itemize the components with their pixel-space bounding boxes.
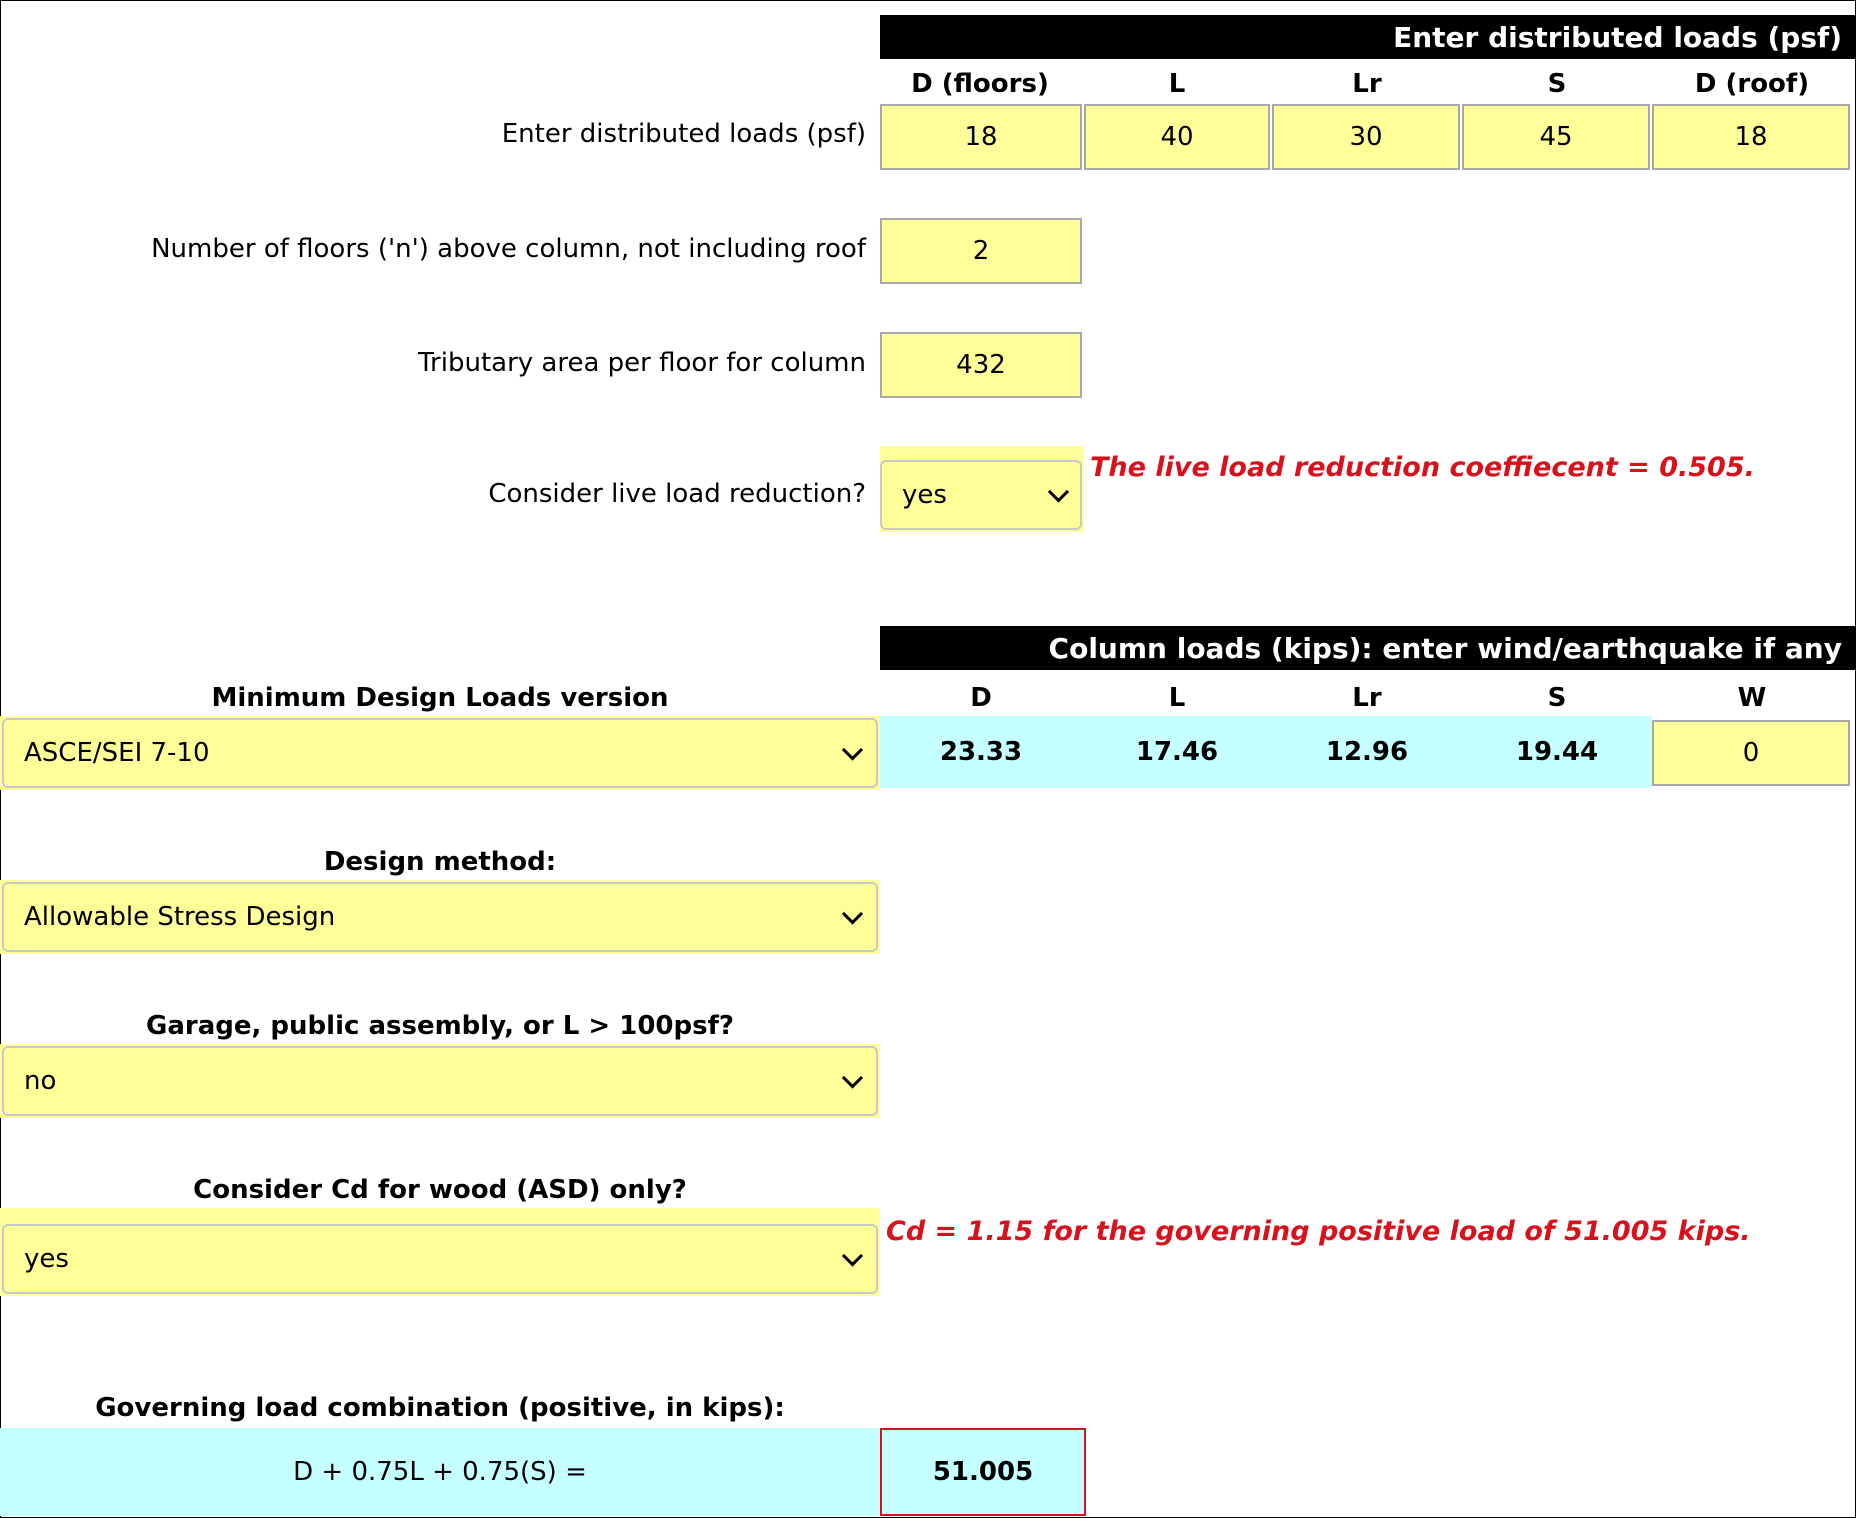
- column-load-l: 17.46: [1135, 737, 1219, 767]
- col-header-l: L: [1168, 69, 1186, 99]
- col-header-d-floors: D (floors): [911, 69, 1049, 99]
- cd-note: Cd = 1.15 for the governing positive load of 51.005 kips.: [886, 1216, 1751, 1247]
- col-header-s2: S: [1547, 683, 1567, 713]
- llr-note: The live load reduction coeffiecent = 0.505.: [1090, 452, 1755, 483]
- chevron-down-icon: [842, 1067, 863, 1088]
- mdl-select[interactable]: [2, 718, 878, 788]
- col-header-l2: L: [1168, 683, 1186, 713]
- garage-value: no: [24, 1066, 57, 1096]
- cd-value: yes: [24, 1244, 69, 1274]
- llr-select-value: yes: [902, 480, 947, 510]
- col-header-lr: Lr: [1352, 69, 1382, 99]
- cd-label: Consider Cd for wood (ASD) only?: [193, 1175, 687, 1205]
- chevron-down-icon: [842, 903, 863, 924]
- col-header-s: S: [1547, 69, 1567, 99]
- garage-label: Garage, public assembly, or L > 100psf?: [146, 1011, 734, 1041]
- design-method-value: Allowable Stress Design: [24, 902, 336, 932]
- governing-formula: D + 0.75L + 0.75(S) =: [293, 1457, 587, 1487]
- mdl-label: Minimum Design Loads version: [211, 683, 669, 713]
- floors-input[interactable]: 2: [880, 218, 1082, 284]
- distributed-loads-label: Enter distributed loads (psf): [501, 119, 866, 149]
- load-input-d-roof[interactable]: 18: [1652, 104, 1850, 170]
- load-input-lr[interactable]: 30: [1272, 104, 1460, 170]
- load-input-s[interactable]: 45: [1462, 104, 1650, 170]
- column-loads-header: Column loads (kips): enter wind/earthquake if any: [880, 626, 1856, 670]
- llr-select[interactable]: [880, 460, 1082, 530]
- column-load-d: 23.33: [939, 737, 1023, 767]
- tributary-area-input[interactable]: 432: [880, 332, 1082, 398]
- col-header-d-roof: D (roof): [1694, 69, 1810, 99]
- chevron-down-icon: [842, 739, 863, 760]
- mdl-select-value: ASCE/SEI 7-10: [24, 738, 210, 768]
- design-method-label: Design method:: [323, 847, 557, 877]
- col-header-lr2: Lr: [1352, 683, 1382, 713]
- governing-result: 51.005: [880, 1428, 1086, 1516]
- load-input-l[interactable]: 40: [1084, 104, 1270, 170]
- column-load-lr: 12.96: [1325, 737, 1409, 767]
- col-header-w: W: [1737, 683, 1767, 713]
- wind-load-input[interactable]: 0: [1652, 720, 1850, 786]
- garage-select[interactable]: [2, 1046, 878, 1116]
- col-header-d: D: [970, 683, 992, 713]
- chevron-down-icon: [1048, 481, 1069, 502]
- tributary-area-label: Tributary area per floor for column: [418, 348, 866, 378]
- loads-header: Enter distributed loads (psf): [880, 15, 1856, 59]
- load-input-d-floors[interactable]: 18: [880, 104, 1082, 170]
- column-load-s: 19.44: [1515, 737, 1599, 767]
- governing-label: Governing load combination (positive, in kips):: [95, 1393, 785, 1423]
- design-method-select[interactable]: [2, 882, 878, 952]
- cd-select[interactable]: [2, 1224, 878, 1294]
- chevron-down-icon: [842, 1245, 863, 1266]
- llr-label: Consider live load reduction?: [488, 479, 866, 509]
- floors-label: Number of floors ('n') above column, not including roof: [151, 234, 866, 264]
